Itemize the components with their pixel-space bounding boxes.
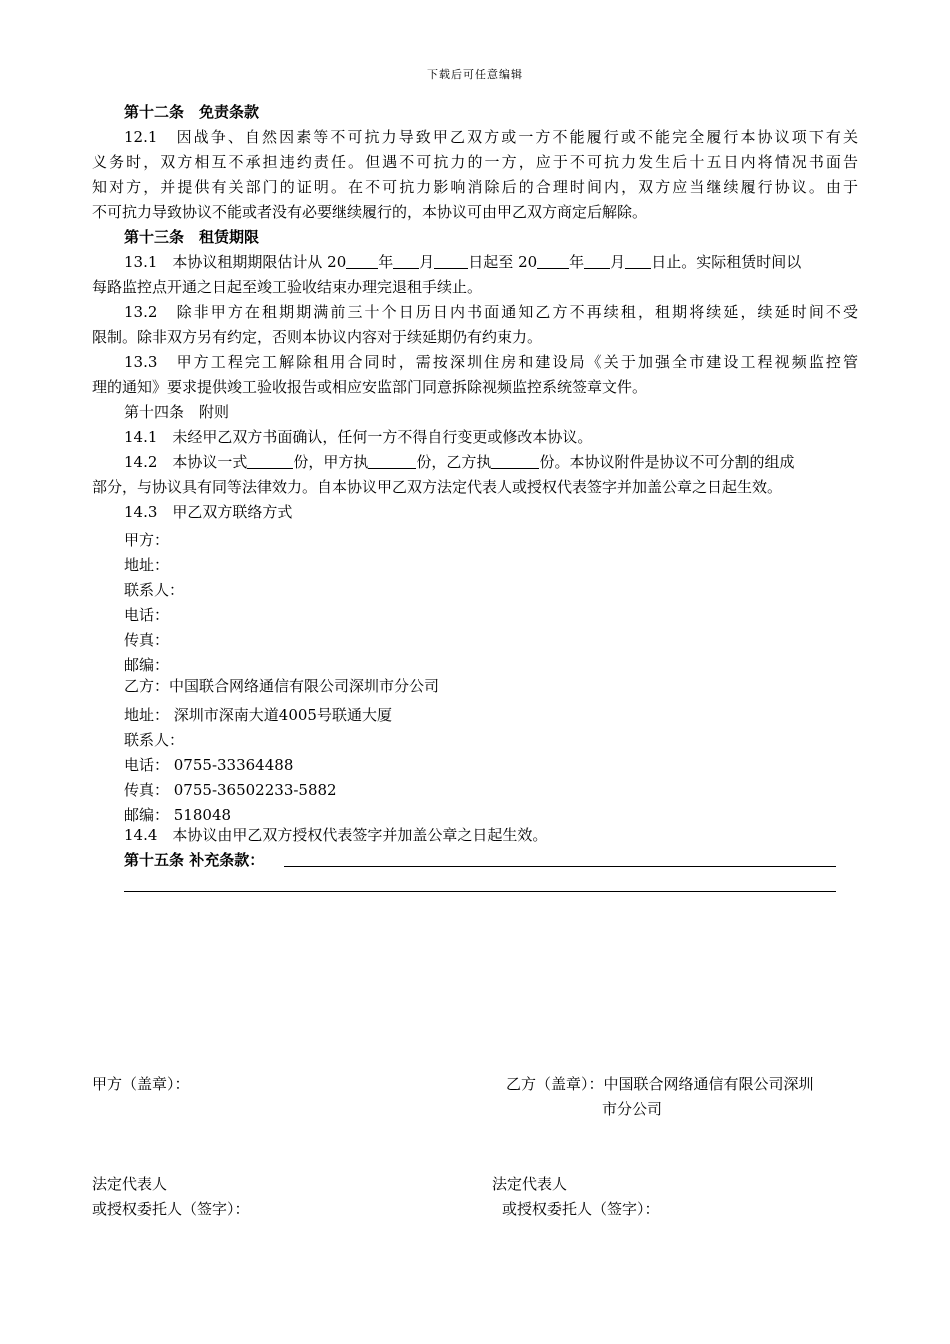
article-14-2-line-1 — [124, 453, 794, 471]
month-blank[interactable] — [584, 254, 610, 269]
article-12-1-line-4: 不可抗力导致协议不能或者没有必要继续履行的，本协议可由甲乙双方商定后解除。 — [92, 203, 648, 221]
article-13-1-end: 日止。实际租赁时间以 — [651, 253, 802, 271]
page-header: 下载后可任意编辑 — [427, 68, 523, 81]
article-14-3: 14.3 甲乙双方联络方式 — [124, 503, 293, 521]
party-b-fax: 传真： 0755-36502233-5882 — [124, 781, 337, 799]
year-label: 年 — [378, 253, 394, 271]
article-12-1-line-3: 知对方，并提供有关部门的证明。在不可抗力影响消除后的合理时间内，双方应当继续履行协议。由于 — [92, 178, 858, 196]
party-b-seal-label-cont: 市分公司 — [602, 1100, 663, 1118]
copies-party-b-blank[interactable] — [491, 454, 539, 469]
party-a-signature-label: 或授权委托人（签字）： — [92, 1200, 250, 1218]
party-b-phone: 电话： 0755-33364488 — [124, 756, 294, 774]
article-14-1: 14.1 未经甲乙双方书面确认，任何一方不得自行变更或修改本协议。 — [124, 428, 593, 446]
article-14-2-party-a: 份，甲方执 — [293, 453, 369, 471]
article-13-1-start: 13.1 本协议租期期限估计从 20 — [124, 253, 347, 271]
article-14-2-start: 14.2 本协议一式 — [124, 453, 248, 471]
article-14-2-end: 份。本协议附件是协议不可分割的组成 — [539, 453, 795, 471]
party-a-zip: 邮编： — [124, 656, 170, 674]
party-b-zip: 邮编： 518048 — [124, 806, 232, 824]
article-14-title: 第十四条 附则 — [124, 403, 230, 421]
article-13-1-line-1 — [124, 253, 801, 271]
supplementary-terms-line[interactable] — [124, 891, 836, 892]
supplementary-terms-line[interactable] — [284, 866, 836, 867]
party-a-contact: 联系人： — [124, 581, 185, 599]
day-label: 日起至 20 — [468, 253, 538, 271]
copies-party-a-blank[interactable] — [368, 454, 416, 469]
party-b-legal-rep: 法定代表人 — [492, 1175, 568, 1193]
year-blank[interactable] — [346, 254, 378, 269]
article-13-title: 第十三条 租赁期限 — [124, 228, 260, 246]
month-blank[interactable] — [393, 254, 419, 269]
party-a-phone: 电话： — [124, 606, 170, 624]
year-label: 年 — [569, 253, 585, 271]
copies-total-blank[interactable] — [247, 454, 293, 469]
article-13-2-line-2: 限制。除非双方另有约定，否则本协议内容对于续延期仍有约束力。 — [92, 328, 543, 346]
article-13-2-line-1: 13.2 除非甲方在租期期满前三十个日历日内书面通知乙方不再续租，租期将续延，续延时间不受 — [124, 303, 858, 321]
year-blank[interactable] — [537, 254, 569, 269]
article-12-1-line-1: 12.1 因战争、自然因素等不可抗力导致甲乙双方或一方不能履行或不能完全履行本协议项下有关 — [124, 128, 858, 146]
party-b-seal-label: 乙方（盖章）：中国联合网络通信有限公司深圳 — [506, 1075, 814, 1093]
party-a-name: 甲方： — [124, 531, 170, 549]
party-b-contact: 联系人： — [124, 731, 185, 749]
party-b-name: 乙方：中国联合网络通信有限公司深圳市分公司 — [124, 677, 440, 695]
article-12-1-line-2: 义务时，双方相互不承担违约责任。但遇不可抗力的一方，应于不可抗力发生后十五日内将情况书面告 — [92, 153, 858, 171]
article-15-title: 第十五条 补充条款： — [124, 851, 265, 869]
party-a-seal-label: 甲方（盖章）： — [92, 1075, 190, 1093]
article-12-title: 第十二条 免责条款 — [124, 103, 260, 121]
article-14-4: 14.4 本协议由甲乙双方授权代表签字并加盖公章之日起生效。 — [124, 826, 548, 844]
party-a-legal-rep: 法定代表人 — [92, 1175, 168, 1193]
day-blank[interactable] — [625, 254, 651, 269]
month-label: 月 — [610, 253, 626, 271]
party-a-fax: 传真： — [124, 631, 170, 649]
party-b-address: 地址： 深圳市深南大道4005号联通大厦 — [124, 706, 392, 724]
day-blank[interactable] — [434, 254, 468, 269]
article-13-3-line-2: 理的通知》要求提供竣工验收报告或相应安监部门同意拆除视频监控系统签章文件。 — [92, 378, 648, 396]
article-13-1-line-2: 每路监控点开通之日起至竣工验收结束办理完退租手续止。 — [92, 278, 483, 296]
article-14-2-line-2: 部分，与协议具有同等法律效力。自本协议甲乙双方法定代表人或授权代表签字并加盖公章之日起生效。 — [92, 478, 783, 496]
article-14-2-party-b: 份，乙方执 — [416, 453, 492, 471]
party-a-address: 地址： — [124, 556, 170, 574]
party-b-signature-label: 或授权委托人（签字）： — [502, 1200, 660, 1218]
month-label: 月 — [419, 253, 435, 271]
article-13-3-line-1: 13.3 甲方工程完工解除租用合同时，需按深圳住房和建设局《关于加强全市建设工程视频监控管 — [124, 353, 858, 371]
